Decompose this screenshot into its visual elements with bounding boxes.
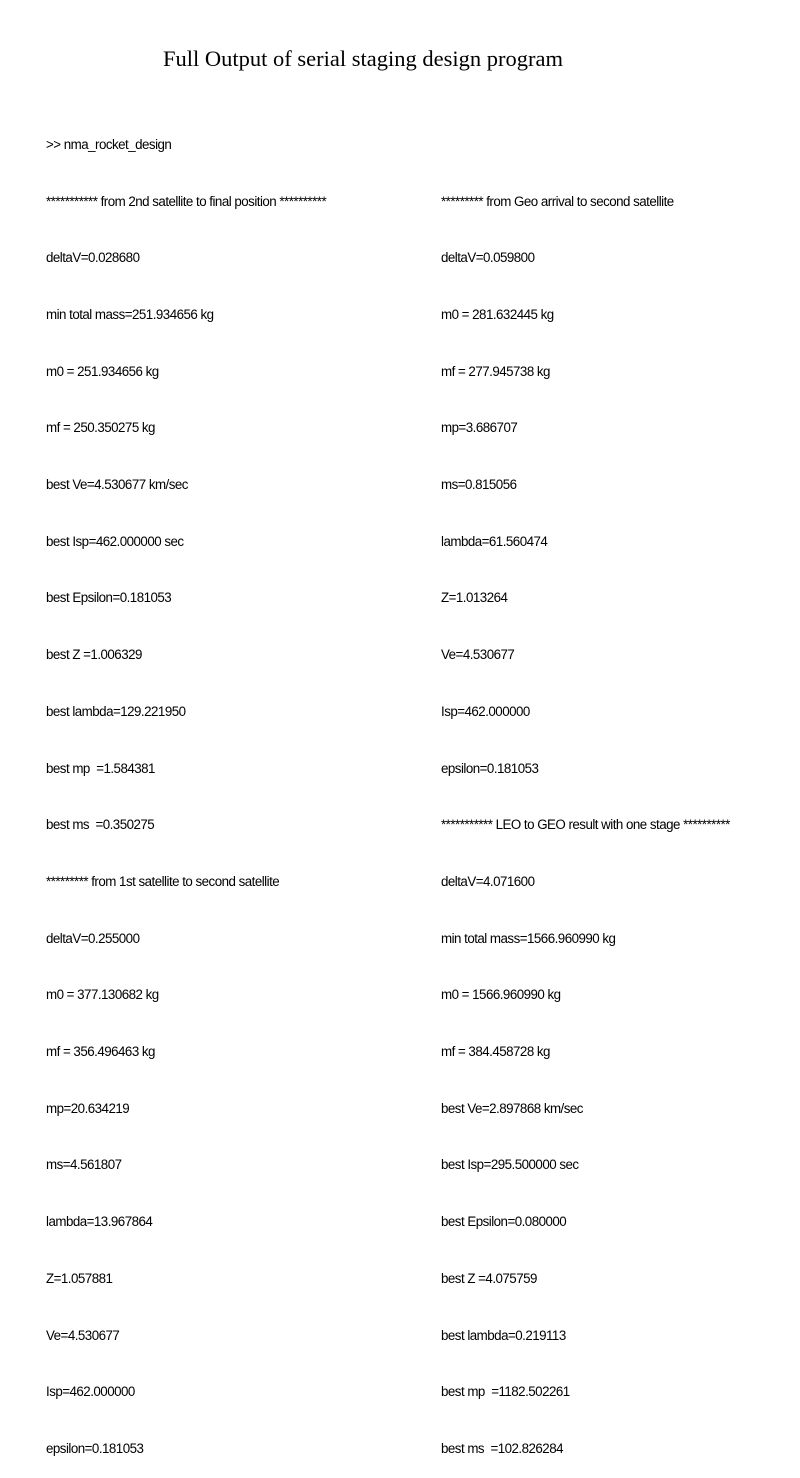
output-line: best lambda=129.221950 bbox=[46, 703, 186, 720]
output-line: Isp=462.000000 bbox=[46, 1384, 135, 1401]
output-line: best mp =1.584381 bbox=[46, 760, 155, 777]
output-line: Ve=4.530677 bbox=[46, 1327, 120, 1344]
output-line: best Isp=462.000000 sec bbox=[46, 533, 184, 550]
output-line: best ms =0.350275 bbox=[46, 817, 155, 834]
output-line: ********* from Geo arrival to second satellite bbox=[441, 193, 674, 210]
output-line: mf = 277.945738 kg bbox=[441, 363, 550, 380]
output-line: *********** from 2nd satellite to final position ********** bbox=[46, 193, 327, 210]
output-line: lambda=13.967864 bbox=[46, 1214, 153, 1231]
page-title: Full Output of serial staging design program bbox=[163, 46, 563, 71]
output-line: best Ve=2.897868 km/sec bbox=[441, 1100, 583, 1117]
output-line: mf = 356.496463 kg bbox=[46, 1044, 155, 1061]
output-line: Ve=4.530677 bbox=[441, 647, 515, 664]
output-line: best lambda=0.219113 bbox=[441, 1327, 566, 1344]
output-line: min total mass=1566.960990 kg bbox=[441, 930, 616, 947]
output-line: m0 = 251.934656 kg bbox=[46, 363, 159, 380]
output-line: >> nma_rocket_design bbox=[46, 136, 172, 153]
output-line: epsilon=0.181053 bbox=[441, 760, 539, 777]
output-column-left bbox=[46, 98, 326, 1478]
output-line: best mp =1182.502261 bbox=[441, 1384, 570, 1401]
output-line: m0 = 377.130682 kg bbox=[46, 987, 159, 1004]
output-line: deltaV=0.255000 bbox=[46, 930, 140, 947]
output-line: best Epsilon=0.080000 bbox=[441, 1214, 567, 1231]
output-line: best Z =4.075759 bbox=[441, 1270, 537, 1287]
output-line: Z=1.013264 bbox=[441, 590, 508, 607]
output-line: best ms =102.826284 bbox=[441, 1440, 564, 1457]
output-line: epsilon=0.181053 bbox=[46, 1440, 144, 1457]
output-line: ms=4.561807 bbox=[46, 1157, 122, 1174]
output-line: best Ve=4.530677 km/sec bbox=[46, 477, 188, 494]
output-line: ********* from 1st satellite to second satellite bbox=[46, 873, 280, 890]
output-line: best Epsilon=0.181053 bbox=[46, 590, 172, 607]
output-line: m0 = 281.632445 kg bbox=[441, 306, 554, 323]
output-line: mf = 384.458728 kg bbox=[441, 1044, 550, 1061]
output-line: best Z =1.006329 bbox=[46, 647, 142, 664]
output-line: m0 = 1566.960990 kg bbox=[441, 987, 561, 1004]
output-line: mp=20.634219 bbox=[46, 1100, 130, 1117]
output-column-right bbox=[441, 98, 730, 1478]
output-line: Z=1.057881 bbox=[46, 1270, 113, 1287]
output-line: ms=0.815056 bbox=[441, 477, 517, 494]
output-line: Isp=462.000000 bbox=[441, 703, 530, 720]
output-line bbox=[441, 136, 730, 155]
output-line: deltaV=0.059800 bbox=[441, 250, 535, 267]
output-line: best Isp=295.500000 sec bbox=[441, 1157, 579, 1174]
output-line: min total mass=251.934656 kg bbox=[46, 306, 214, 323]
output-line: deltaV=0.028680 bbox=[46, 250, 140, 267]
output-line: mf = 250.350275 kg bbox=[46, 420, 155, 437]
output-line: *********** LEO to GEO result with one stage ********** bbox=[441, 817, 730, 834]
output-line: deltaV=4.071600 bbox=[441, 873, 535, 890]
output-line: mp=3.686707 bbox=[441, 420, 518, 437]
output-line: lambda=61.560474 bbox=[441, 533, 548, 550]
